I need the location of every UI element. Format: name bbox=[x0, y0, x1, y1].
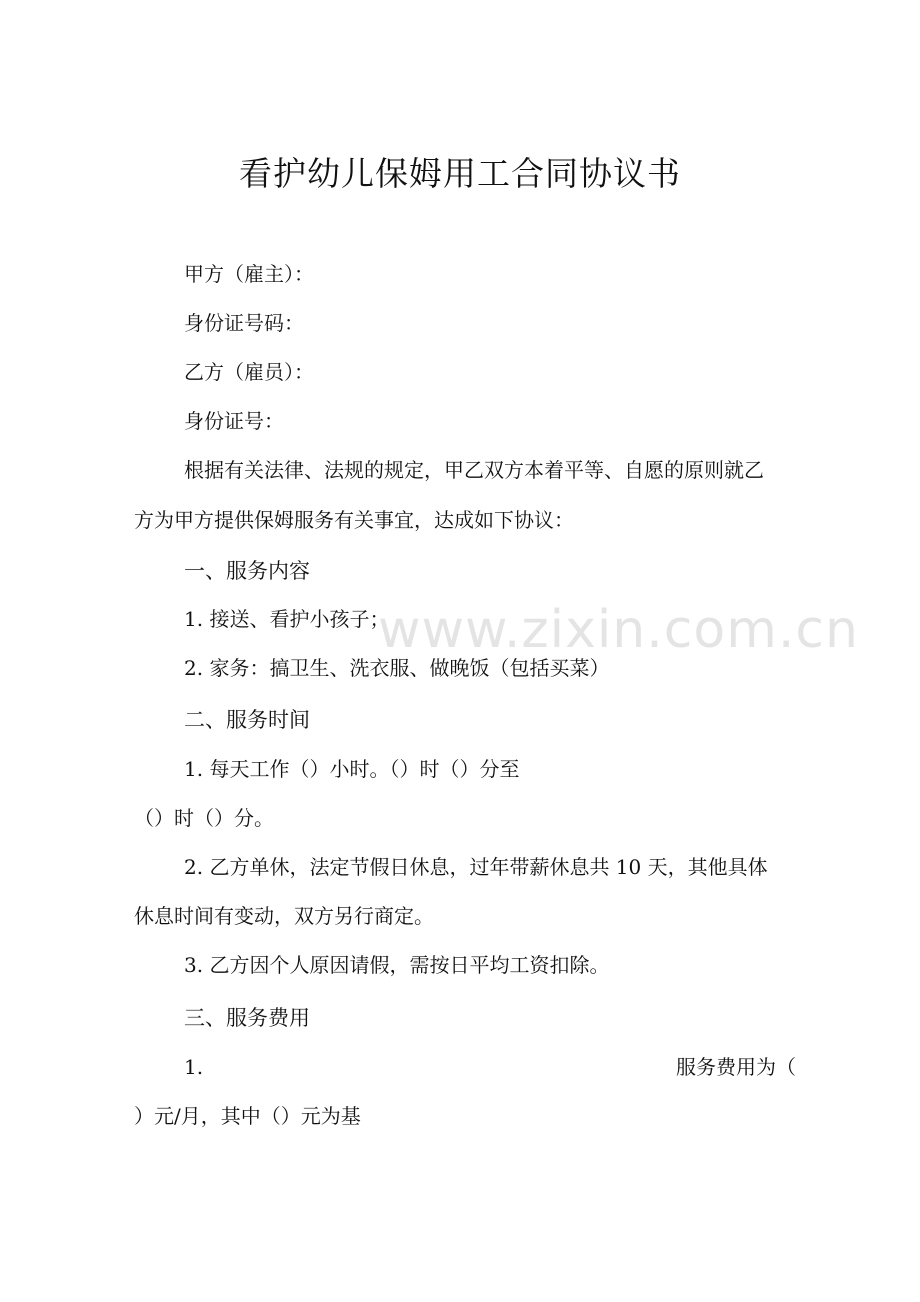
section-2-item-1-line-1: 1. 每天工作（）小时。（）时（）分至 bbox=[184, 757, 520, 781]
party-b-label: 乙方（雇员）： bbox=[184, 360, 314, 384]
preamble-line-1: 根据有关法律、法规的规定，甲乙双方本着平等、自愿的原则就乙 bbox=[184, 458, 764, 482]
party-a-label: 甲方（雇主）： bbox=[184, 262, 314, 286]
watermark-text: www.zixin.com.cn bbox=[378, 600, 859, 660]
preamble-line-2: 方为甲方提供保姆服务有关事宜，达成如下协议： bbox=[134, 508, 574, 532]
section-2-item-2-line-2: 休息时间有变动，双方另行商定。 bbox=[134, 904, 434, 928]
section-3-item-1-number: 1. bbox=[184, 1055, 204, 1079]
section-3-heading: 三、服务费用 bbox=[184, 1006, 310, 1030]
document-title: 看护幼儿保姆用工合同协议书 bbox=[239, 154, 681, 193]
party-a-id-label: 身份证号码： bbox=[184, 311, 304, 335]
section-2-item-1-line-2: （）时（）分。 bbox=[134, 806, 274, 830]
section-2-heading: 二、服务时间 bbox=[184, 708, 310, 732]
section-1-heading: 一、服务内容 bbox=[184, 559, 310, 583]
section-1-item-2: 2. 家务：搞卫生、洗衣服、做晚饭（包括买菜） bbox=[184, 656, 610, 680]
section-2-item-3: 3. 乙方因个人原因请假，需按日平均工资扣除。 bbox=[184, 953, 610, 977]
section-3-item-1-fee-label: 服务费用为（ bbox=[676, 1055, 796, 1079]
section-2-item-2-line-1: 2. 乙方单休，法定节假日休息，过年带薪休息共 10 天，其他具体 bbox=[184, 855, 768, 879]
section-3-item-1-line-2: ）元/月，其中（）元为基 bbox=[134, 1104, 361, 1128]
section-1-item-1: 1. 接送、看护小孩子； bbox=[184, 607, 390, 631]
party-b-id-label: 身份证号： bbox=[184, 409, 284, 433]
